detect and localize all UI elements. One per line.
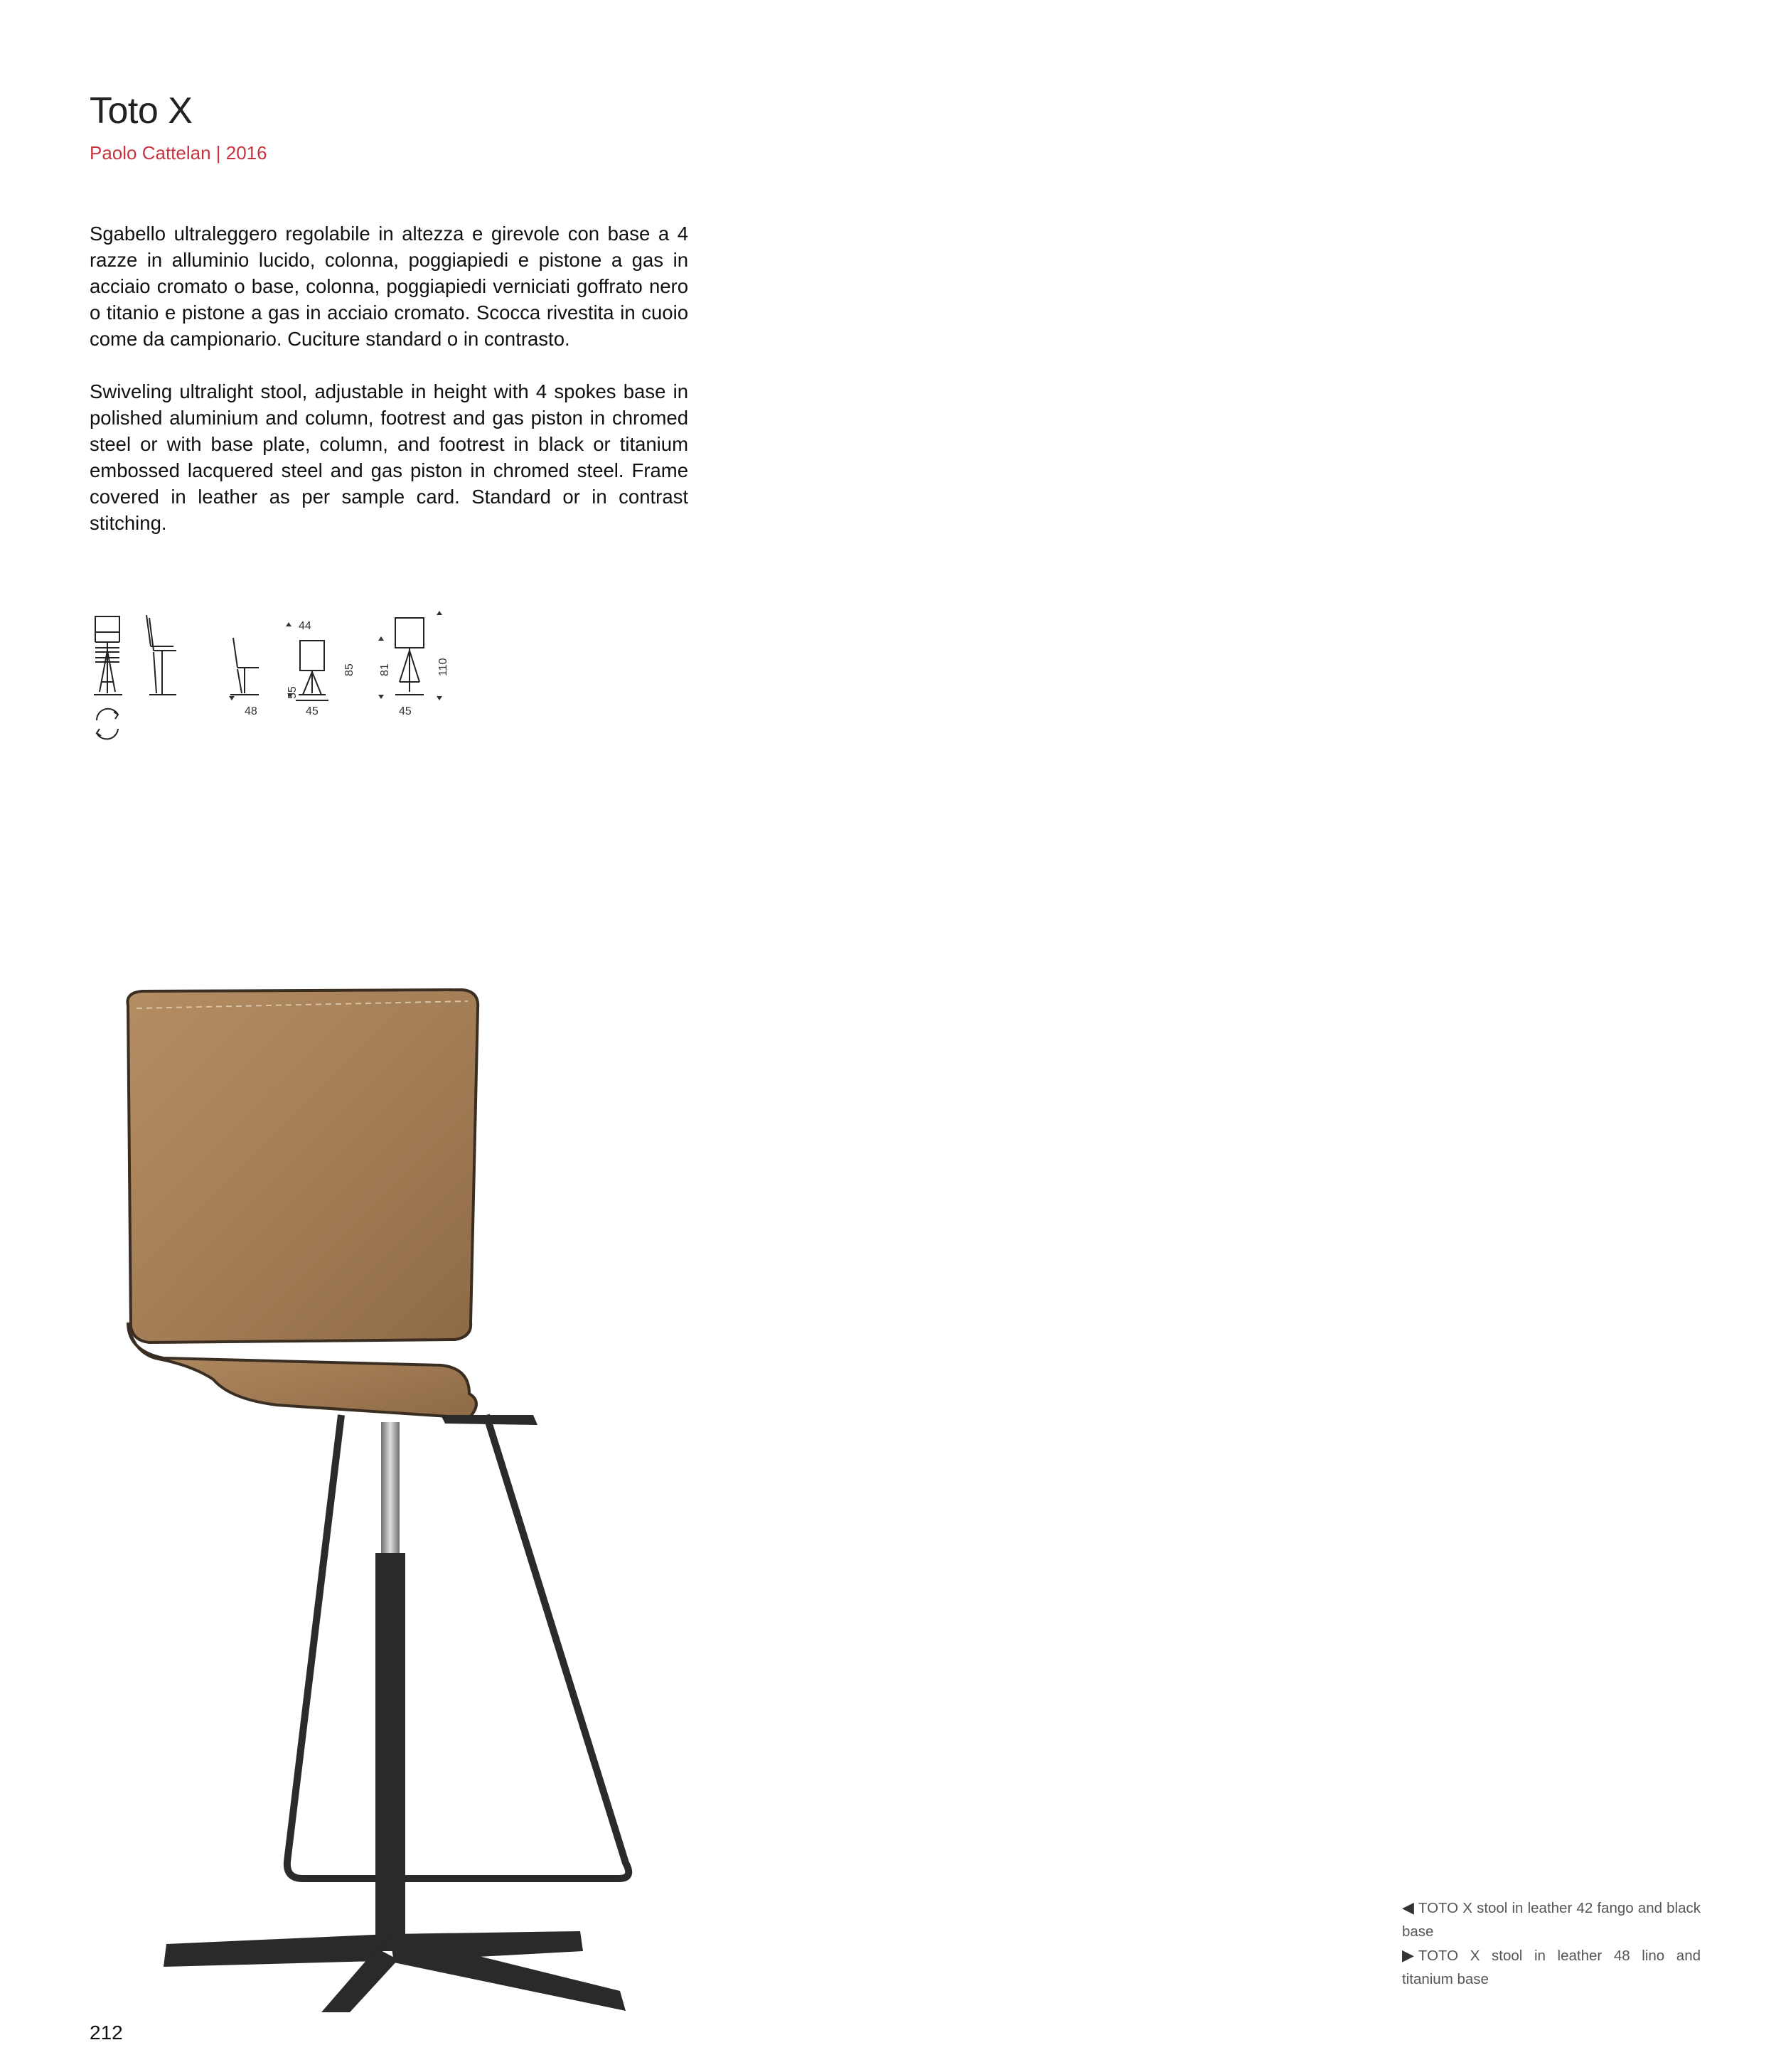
high-stool-front-icon	[395, 618, 424, 695]
swivel-icon	[97, 709, 118, 739]
product-title: Toto X	[90, 90, 193, 132]
dim-min-height: 81	[379, 663, 391, 676]
dimension-diagrams	[85, 608, 455, 750]
caption-first	[1402, 1896, 1701, 1943]
dim-low-height: 85	[343, 663, 355, 676]
dim-depth: 48	[245, 705, 257, 717]
product-photo	[43, 924, 768, 2012]
dim-low-base: 45	[306, 705, 319, 717]
low-stool-front-icon	[296, 641, 328, 700]
caption-first-text: TOTO X stool in leather 42 fango and black base	[1402, 1900, 1701, 1940]
photo-captions	[1402, 1896, 1701, 1991]
dim-top-width: 44	[299, 620, 311, 632]
left-arrow-icon: ◀	[1402, 1899, 1414, 1916]
dim-seat-height: 55	[287, 686, 299, 699]
page-number: 212	[90, 2022, 123, 2044]
stacked-stools-icon	[94, 616, 122, 695]
dim-max-height: 110	[437, 658, 449, 676]
right-arrow-icon: ▶	[1402, 1946, 1414, 1964]
caption-second	[1402, 1943, 1701, 1991]
stacked-stools-side-icon	[146, 615, 176, 695]
dim-high-base: 45	[399, 705, 412, 717]
description-english: Swiveling ultralight stool, adjustable in height with 4 spokes base in polished aluminium and column, footrest and gas piston in chromed steel or with base plate, column, and footrest in black or titanium embossed lacquered steel and gas piston in chromed steel. Frame covered in leather as per sample card. Standard or in contrast stitching.	[90, 380, 688, 534]
low-stool-side-icon	[230, 638, 259, 695]
description-italian: Sgabello ultraleggero regolabile in altezza e girevole con base a 4 razze in alluminio lucido, colonna, poggiapiedi e pistone a gas in acciaio cromato o base, colonna, poggiapiedi verniciati goffrato nero o titanio e pistone a gas in acciaio cromato. Scocca rivestita in cuoio come da campionario. Cuciture standard o in contrasto.	[90, 223, 688, 350]
caption-second-text: TOTO X stool in leather 48 lino and titanium base	[1402, 1948, 1701, 1987]
designer-year: Paolo Cattelan | 2016	[90, 142, 267, 164]
dimension-drawings	[85, 608, 455, 750]
stool-image	[43, 924, 768, 2012]
